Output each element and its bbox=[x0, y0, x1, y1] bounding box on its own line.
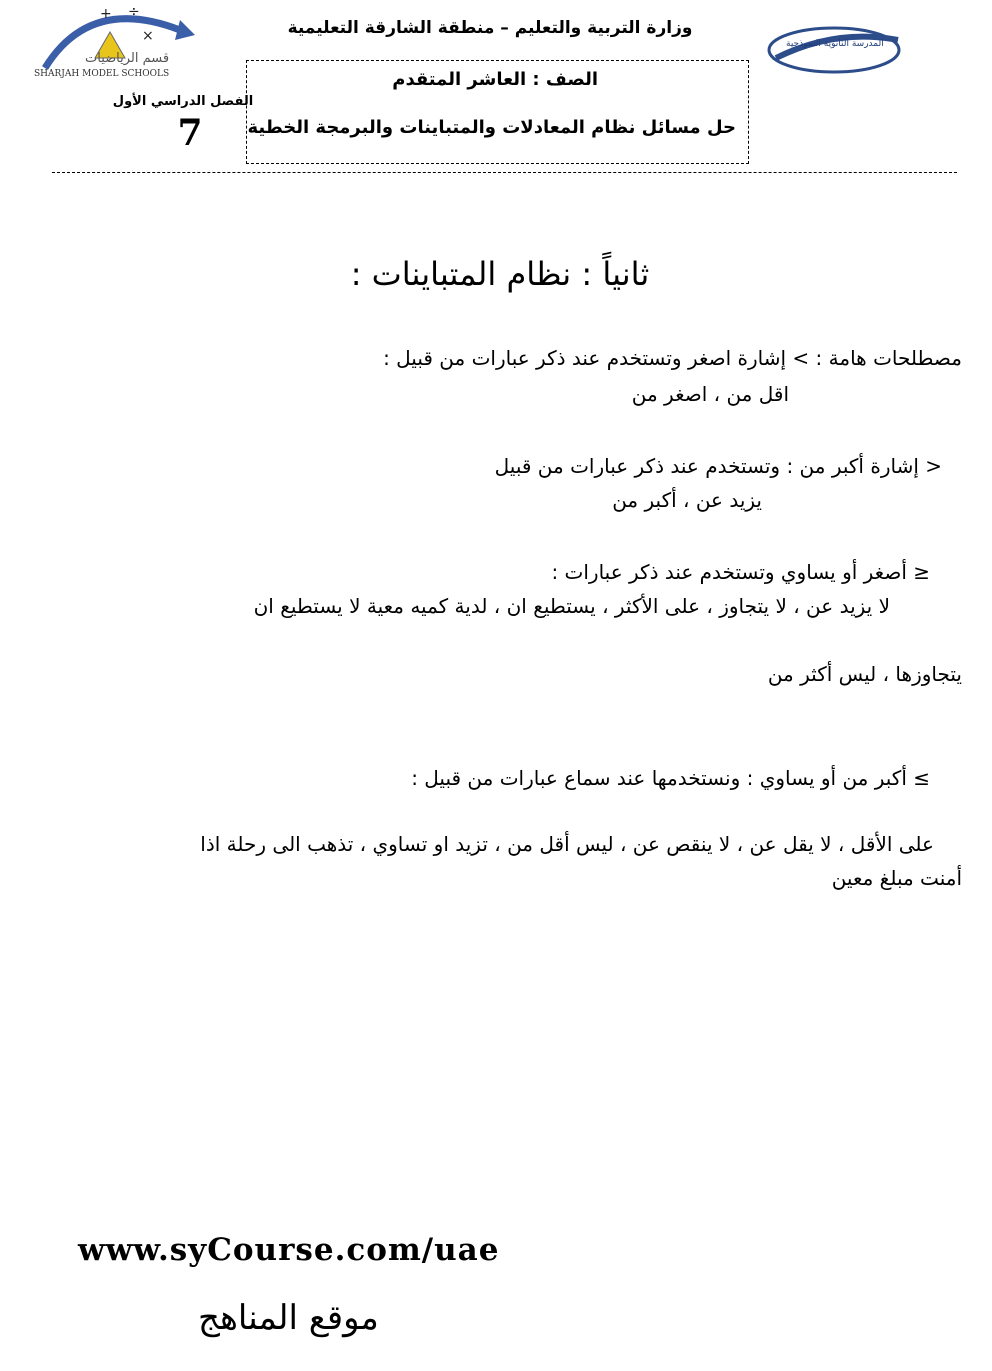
terms-line-9: على الأقل ، لا يقل عن ، لا ينقص عن ، ليس أقل من ، تزيد او تساوي ، تذهب الى رحلة اذا bbox=[200, 832, 934, 856]
terms-line-2: اقل من ، اصغر من bbox=[631, 382, 789, 406]
terms-line-10: أمنت مبلغ معين bbox=[831, 866, 962, 890]
lesson-title-box bbox=[246, 60, 749, 164]
terms-line-5: ≤ أصغر أو يساوي وتستخدم عند ذكر عبارات : bbox=[551, 560, 930, 584]
website-url: www.syCourse.com/uae bbox=[78, 1232, 500, 1268]
svg-text:÷: ÷ bbox=[128, 4, 140, 20]
logo-caption: SHARJAH MODEL SCHOOLS bbox=[34, 69, 170, 79]
page-number: 7 bbox=[177, 112, 203, 154]
school-logo-right bbox=[766, 18, 906, 88]
terms-line-8: ≥ أكبر من أو يساوي : ونستخدمها عند سماع عبارات من قبيل : bbox=[411, 766, 930, 790]
svg-text:+: + bbox=[100, 6, 112, 22]
terms-line-6: لا يزيد عن ، لا يتجاوز ، على الأكثر ، يستطيع ان ، لدية كميه معية لا يستطيع ان bbox=[253, 594, 890, 618]
logo-arabic-text: قسم الرياضيات bbox=[85, 51, 170, 66]
lesson-title: حل مسائل نظام المعادلات والمتباينات والبرمجة الخطية bbox=[247, 117, 736, 138]
site-name: موقع المناهج bbox=[198, 1298, 379, 1338]
terms-line-3: < إشارة أكبر من : وتستخدم عند ذكر عبارات من قبيل bbox=[494, 454, 942, 478]
terms-line-4: يزيد عن ، أكبر من bbox=[612, 488, 762, 512]
terms-line-1: مصطلحات هامة : > إشارة اصغر وتستخدم عند ذكر عبارات من قبيل : bbox=[383, 346, 962, 370]
terms-line-7: يتجاوزها ، ليس أكثر من bbox=[767, 662, 962, 686]
ministry-title: وزارة التربية والتعليم – منطقة الشارقة التعليمية bbox=[287, 18, 693, 38]
right-logo-text: المدرسة الثانوية النموذجية bbox=[786, 39, 884, 49]
grade-label: الصف : العاشر المتقدم bbox=[392, 69, 598, 90]
school-logo-left bbox=[30, 0, 205, 80]
section-heading: ثانياً : نظام المتباينات : bbox=[350, 255, 650, 293]
svg-text:×: × bbox=[142, 28, 154, 44]
header-separator bbox=[52, 172, 957, 173]
semester-label: الفصل الدراسي الأول bbox=[112, 94, 254, 109]
